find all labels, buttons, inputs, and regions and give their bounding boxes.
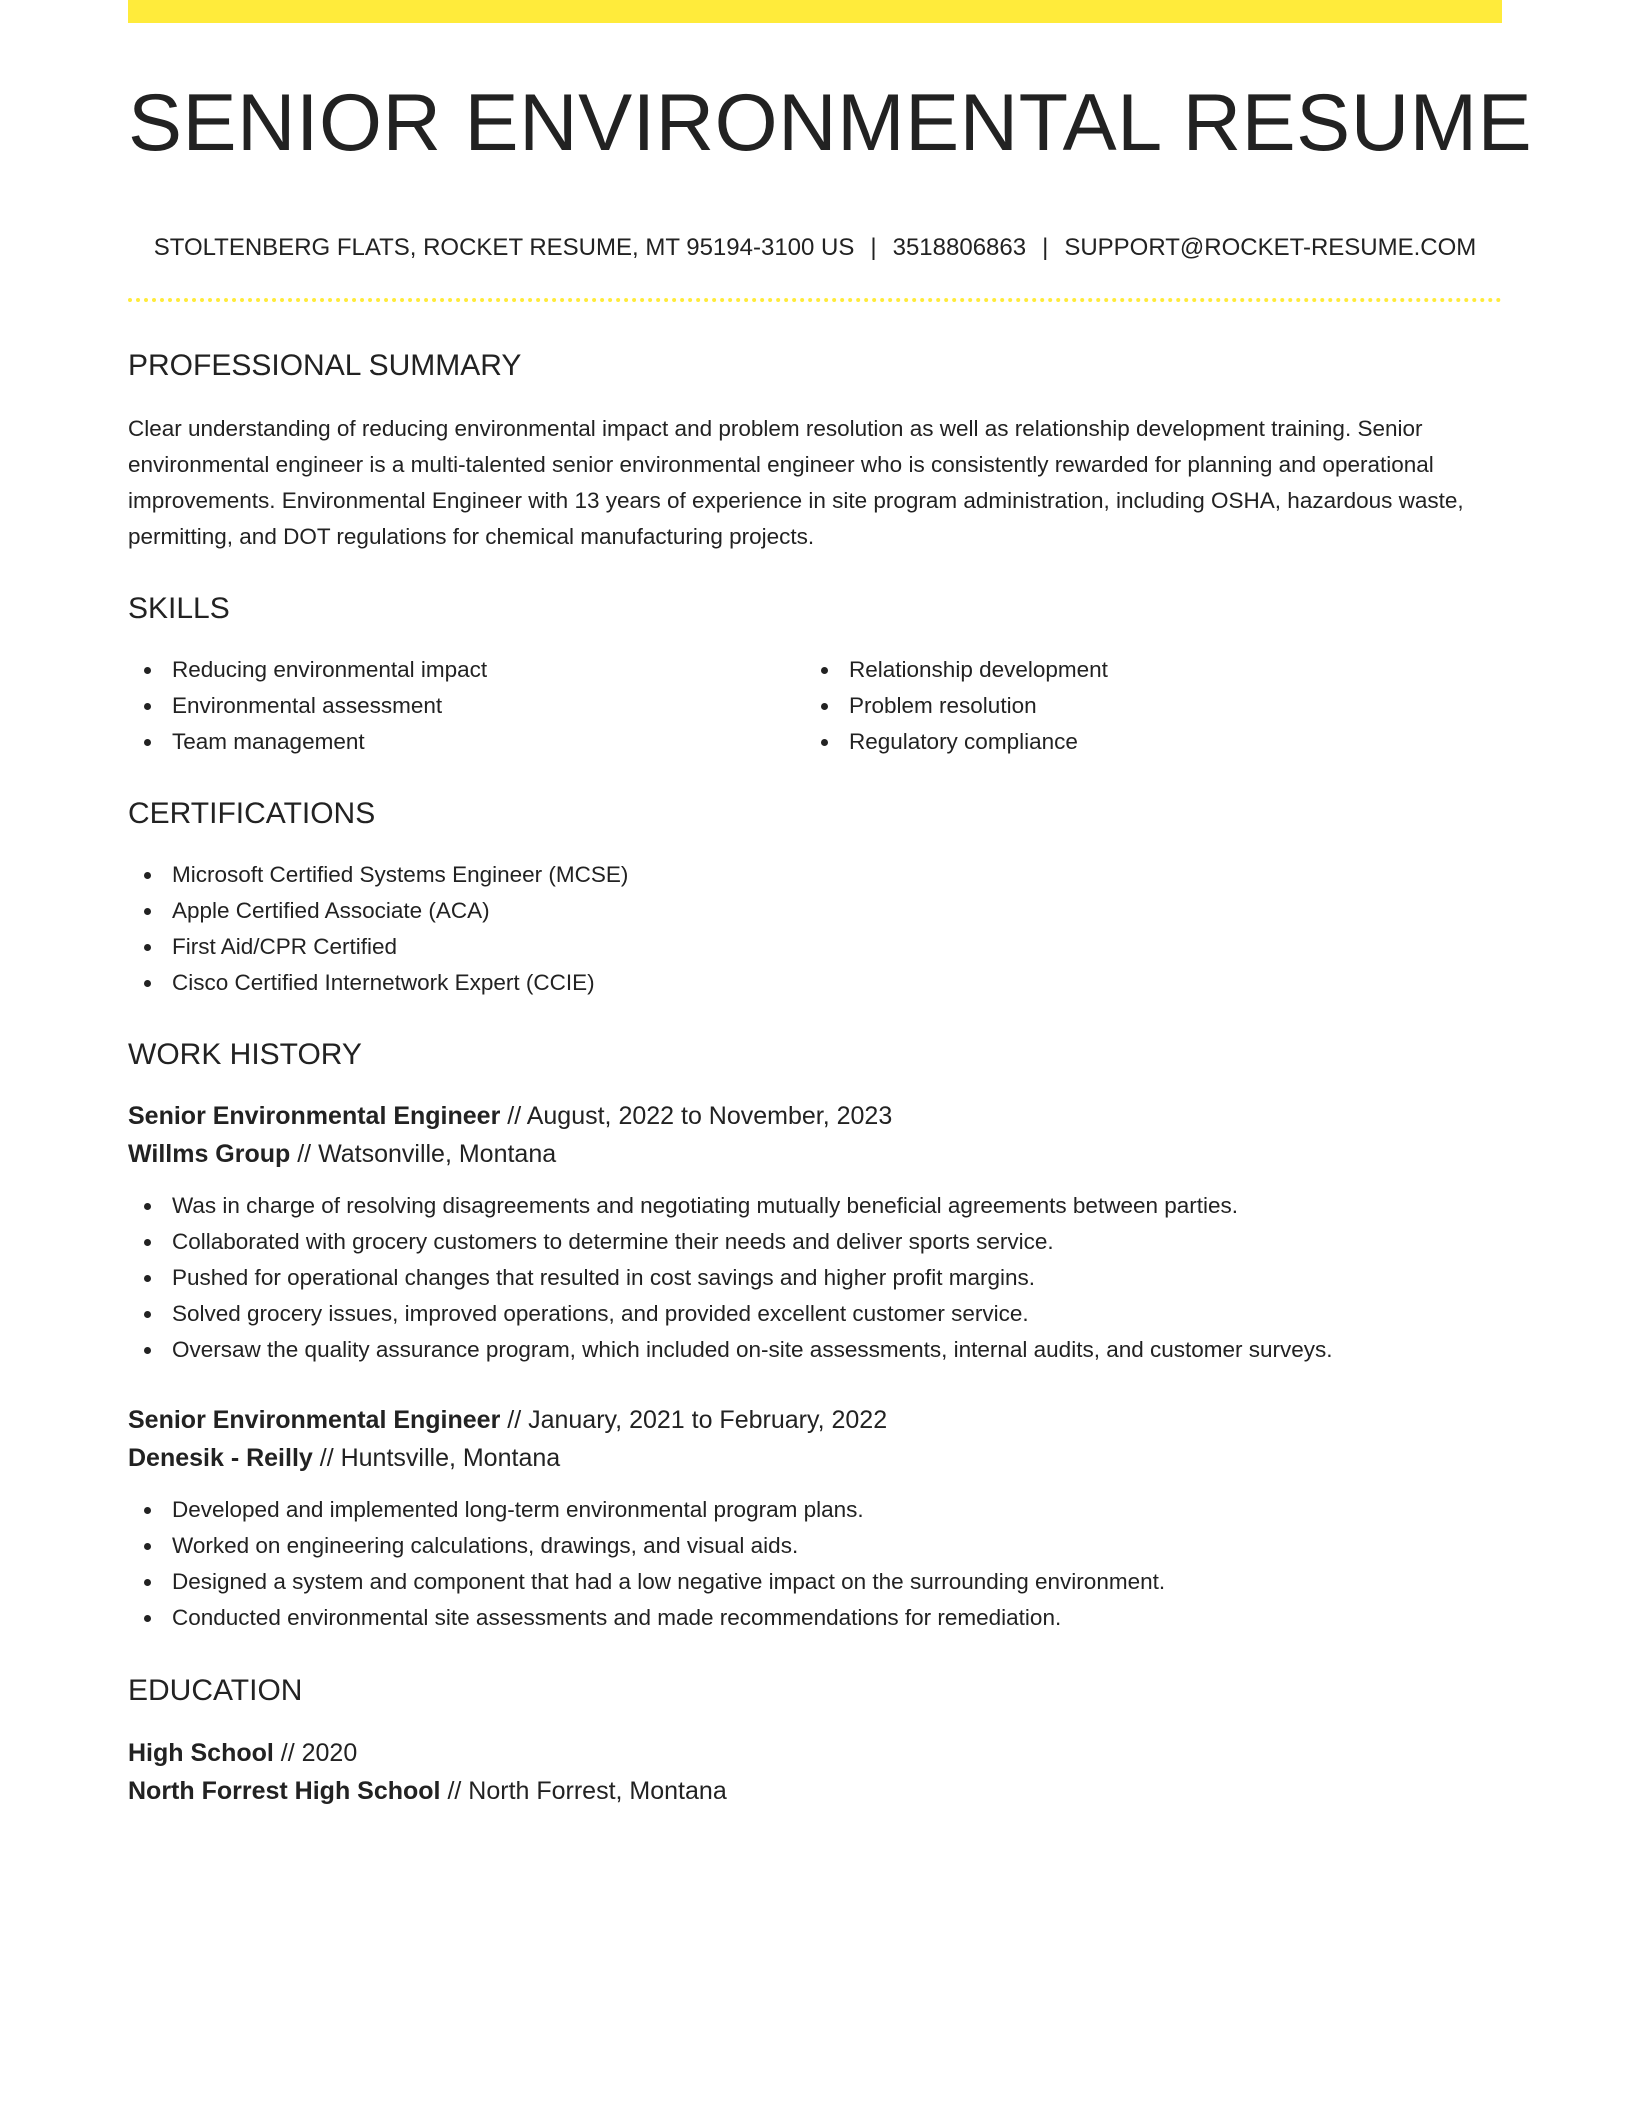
skill-item: Environmental assessment — [128, 688, 805, 724]
dotted-divider — [128, 298, 1502, 302]
contact-separator: | — [870, 234, 877, 261]
job-bullet: Worked on engineering calculations, drawings, and visual aids. — [128, 1528, 1502, 1564]
job-location: // Huntsville, Montana — [312, 1444, 561, 1472]
job-role: Senior Environmental Engineer — [128, 1406, 501, 1434]
skills-columns — [128, 652, 1502, 760]
certification-item: Microsoft Certified Systems Engineer (MCSE) — [128, 857, 1502, 893]
job-role-line — [128, 1401, 1502, 1439]
education-school-line — [128, 1772, 1502, 1810]
skill-item: Reducing environmental impact — [128, 652, 805, 688]
summary-heading: PROFESSIONAL SUMMARY — [128, 349, 522, 382]
job-company-line — [128, 1439, 1502, 1477]
job-location: // Watsonville, Montana — [290, 1140, 557, 1168]
contact-email: SUPPORT@ROCKET-RESUME.COM — [1064, 234, 1477, 261]
job-dates: // August, 2022 to November, 2023 — [500, 1102, 893, 1130]
skills-list-right — [805, 652, 1482, 760]
job-bullet: Collaborated with grocery customers to determine their needs and deliver sports service. — [128, 1224, 1502, 1260]
education-year: // 2020 — [273, 1739, 358, 1767]
contact-phone: 3518806863 — [892, 234, 1027, 261]
resume-title: SENIOR ENVIRONMENTAL RESUME — [128, 78, 1533, 168]
work-history-heading: WORK HISTORY — [128, 1038, 362, 1071]
job-role: Senior Environmental Engineer — [128, 1102, 501, 1130]
education-school: North Forrest High School — [128, 1777, 441, 1805]
certifications-heading: CERTIFICATIONS — [128, 797, 376, 830]
top-accent-bar — [128, 0, 1502, 23]
contact-address: STOLTENBERG FLATS, ROCKET RESUME, MT 95194-3100 US — [153, 234, 855, 261]
certification-item: First Aid/CPR Certified — [128, 929, 1502, 965]
certification-item: Cisco Certified Internetwork Expert (CCIE) — [128, 965, 1502, 1001]
skill-item: Problem resolution — [805, 688, 1482, 724]
job-bullets — [128, 1492, 1502, 1636]
job-bullet: Designed a system and component that had a low negative impact on the surrounding environment. — [128, 1564, 1502, 1600]
skill-item: Relationship development — [805, 652, 1482, 688]
job-bullet: Developed and implemented long-term environmental program plans. — [128, 1492, 1502, 1528]
resume-page — [128, 0, 1533, 2112]
job-entry — [128, 1401, 1502, 1636]
job-bullets — [128, 1188, 1502, 1368]
job-entry — [128, 1097, 1502, 1368]
contact-line — [128, 236, 1502, 260]
certifications-list — [128, 857, 1502, 1001]
job-bullet: Conducted environmental site assessments and made recommendations for remediation. — [128, 1600, 1502, 1636]
education-degree: High School — [128, 1739, 274, 1767]
job-bullet: Oversaw the quality assurance program, which included on-site assessments, internal audits, and customer surveys. — [128, 1332, 1502, 1368]
education-location: // North Forrest, Montana — [440, 1777, 727, 1805]
job-company-line — [128, 1135, 1502, 1173]
summary-text: Clear understanding of reducing environmental impact and problem resolution as well as relationship development training. Senior environmental engineer is a multi-talented senior environmental engineer who is consistently rewarded for planning and operational improvements. Environmental Engineer with 13 years of experience in site program administration, including OSHA, hazardous waste, permitting, and DOT regulations for chemical manufacturing projects. — [128, 416, 1464, 549]
certification-item: Apple Certified Associate (ACA) — [128, 893, 1502, 929]
job-company: Willms Group — [128, 1140, 291, 1168]
job-bullet: Pushed for operational changes that resulted in cost savings and higher profit margins. — [128, 1260, 1502, 1296]
skills-heading: SKILLS — [128, 592, 230, 625]
job-role-line — [128, 1097, 1502, 1135]
education-heading: EDUCATION — [128, 1674, 303, 1707]
education-degree-line — [128, 1734, 1502, 1772]
education-entry — [128, 1734, 1502, 1810]
skill-item: Regulatory compliance — [805, 724, 1482, 760]
job-bullet: Solved grocery issues, improved operations, and provided excellent customer service. — [128, 1296, 1502, 1332]
contact-separator: | — [1042, 234, 1049, 261]
skills-list-left — [128, 652, 805, 760]
job-bullet: Was in charge of resolving disagreements and negotiating mutually beneficial agreements between parties. — [128, 1188, 1502, 1224]
job-company: Denesik - Reilly — [128, 1444, 313, 1472]
job-dates: // January, 2021 to February, 2022 — [500, 1406, 888, 1434]
skill-item: Team management — [128, 724, 805, 760]
